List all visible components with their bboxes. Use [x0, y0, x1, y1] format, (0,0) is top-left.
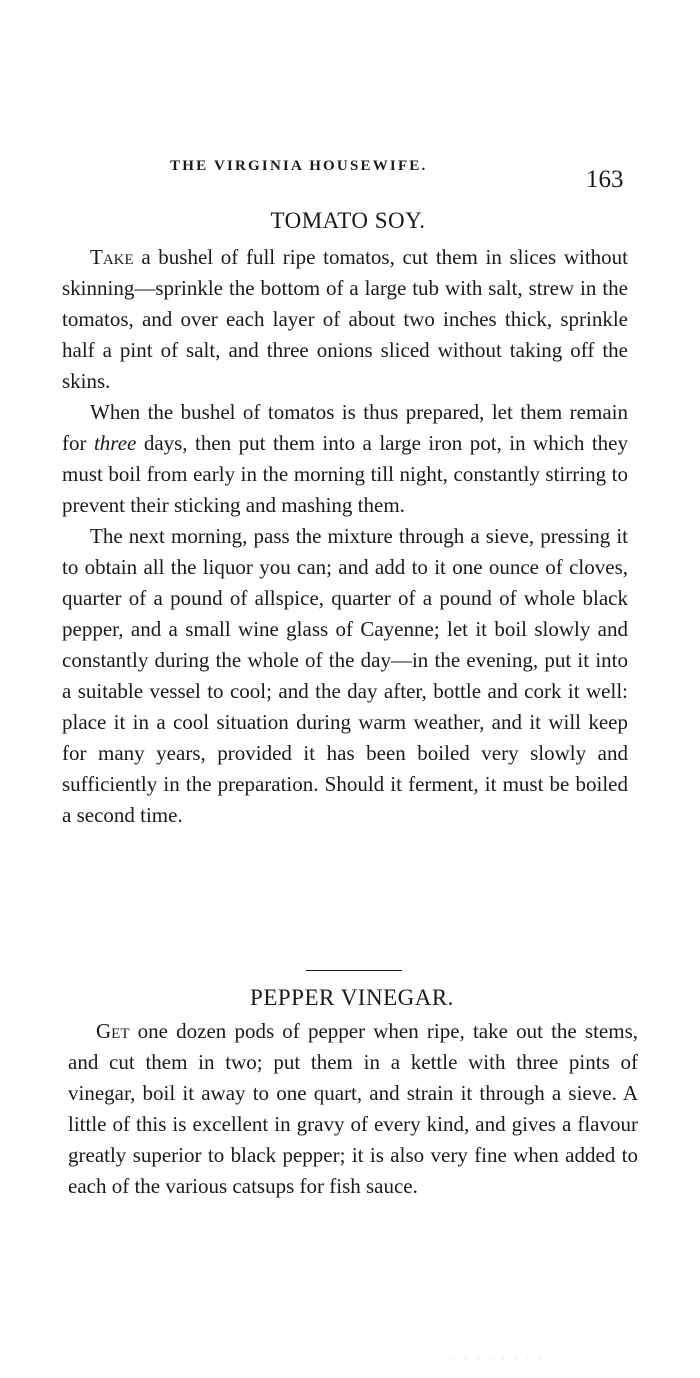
recipe-body-pepper-vinegar — [68, 1016, 638, 1202]
paragraph-text: one dozen pods of pepper when ripe, take out the stems, and cut them in two; put them in a kettle with three pints of vinegar, boil it away to one quart, and strain it through a sieve. A little of this is excellent in gravy of every kind, and gives a flavour greatly superior to black pepper; it is also very fine when added to each of the various catsups for fish sauce. — [68, 1019, 638, 1198]
paragraph-text: The next morning, pass the mixture through a sieve, pressing it to obtain all the liquor you can; and add to it one ounce of cloves, quarter of a pound of allspice, quarter of a pound of whole black pepper, and a small wine glass of Cayenne; let it boil slowly and constantly during the whole of the day—in the evening, put it into a suitable vessel to cool; and the day after, bottle and cork it well: place it in a cool situation during warm weather, and it will keep for many years, provided it has been boiled very slowly and sufficiently in the preparation. Should it ferment, it must be boiled a second time. — [62, 524, 628, 827]
paragraph-text: days, then put them into a large iron pot, in which they must boil from early in the morning till night, constantly stirring to prevent their sticking and mashing them. — [62, 431, 628, 517]
section-divider — [306, 970, 402, 971]
running-head: THE VIRGINIA HOUSEWIFE. — [170, 158, 428, 174]
page-number: 163 — [586, 166, 624, 193]
paragraph — [62, 397, 628, 521]
lead-word: Take — [90, 245, 134, 269]
paragraph — [62, 521, 628, 831]
emphasis-text: three — [93, 431, 137, 455]
paragraph-text: When the bushel of tomatos is thus prepared, let them remain for — [62, 400, 628, 455]
paragraph — [68, 1016, 638, 1202]
lead-word: Get — [96, 1019, 130, 1043]
paper-specks: · · · · · · · · — [452, 1354, 545, 1365]
recipe-title-tomato-soy: TOMATO SOY. — [270, 208, 426, 233]
paragraph-text: a bushel of full ripe tomatos, cut them in slices without skinning—sprinkle the bottom of a large tub with salt, strew in the tomatos, and over each layer of about two inches thick, sprinkle half a pint of salt, and three onions sliced without taking off the skins. — [62, 245, 628, 393]
recipe-title-pepper-vinegar: PEPPER VINEGAR. — [250, 985, 454, 1010]
recipe-body-tomato-soy — [62, 242, 628, 831]
paragraph — [62, 242, 628, 397]
